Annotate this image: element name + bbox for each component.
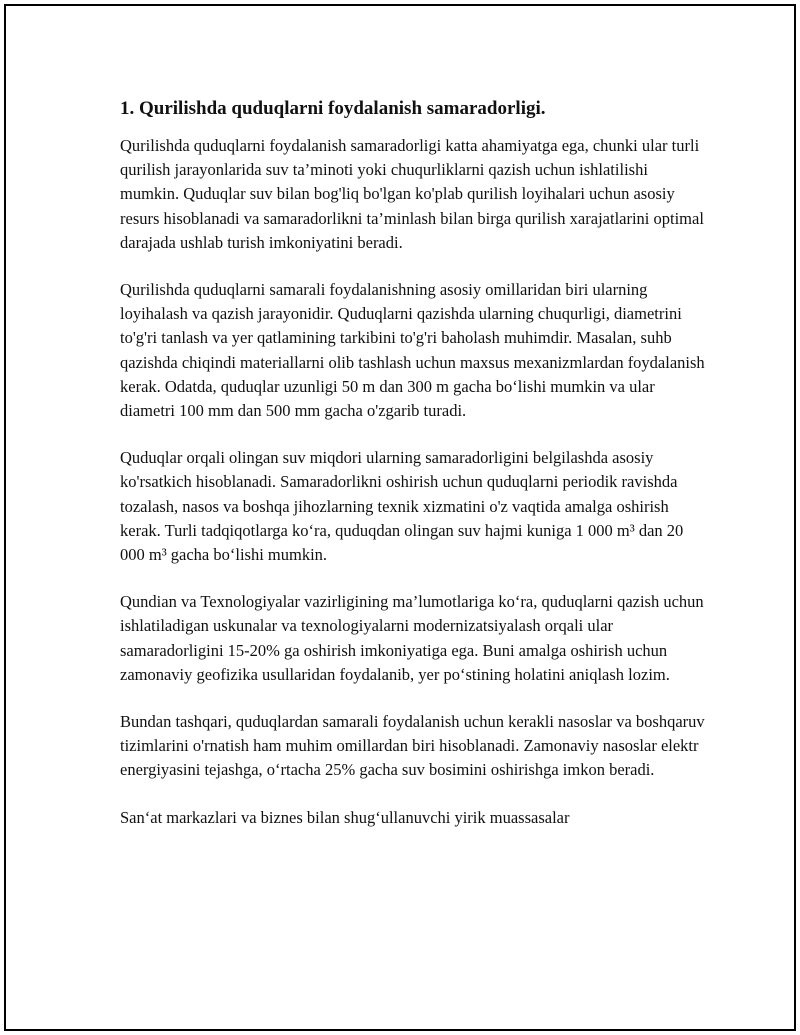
page-frame (4, 4, 796, 1031)
paragraph-3: Quduqlar orqali olingan suv miqdori ularning samaradorligini belgilashda asosiy ko'rsatkich hisoblanadi. Samaradorlikni oshirish uchun quduqlarni periodik ravishda tozalash, nasos va boshqa jihozlarning texnik xizmatini o'z vaqtida amalga oshirish kerak. Turli tadqiqotlarga ko‘ra, quduqdan olingan suv hajmi kuniga 1 000 m³ dan 20 000 m³ gacha bo‘lishi mumkin. (120, 448, 684, 565)
paragraph-6: San‘at markazlari va biznes bilan shug‘ullanuvchi yirik muassasalar (120, 807, 570, 827)
paragraph-4: Qundian va Texnologiyalar vazirligining ma’lumotlariga ko‘ra, quduqlarni qazish uchun ishlatiladigan uskunalar va texnologiyalarni modernizatsiyalash orqali ular samaradorligini 15-20% ga oshirish imkoniyatiga ega. Buni amalga oshirish uchun zamonaviy geofizika usullaridan foydalanib, yer po‘stining holatini aniqlash lozim. (120, 592, 704, 684)
paragraph-2: Qurilishda quduqlarni samarali foydalanishning asosiy omillaridan biri ularning loyihalash va qazish jarayonidir. Quduqlarni qazishda ularning chuqurligi, diametrini to'g'ri tanlash va yer qatlamining tarkibini to'g'ri baholash muhimdir. Masalan, suhb qazishda chiqindi materiallarni olib tashlash uchun maxsus mexanizmlardan foydalanish kerak. Odatda, quduqlar uzunligi 50 m dan 300 m gacha bo‘lishi mumkin va ular diametri 100 mm dan 500 mm gacha o'zgarib turadi. (120, 280, 705, 421)
paragraph-1: Qurilishda quduqlarni foydalanish samaradorligi katta ahamiyatga ega, chunki ular turli qurilish jarayonlarida suv ta’minoti yoki chuqurliklarni qazish uchun ishlatilishi mumkin. Quduqlar suv bilan bog'liq bo'lgan ko'plab qurilish loyihalari uchun asosiy resurs hisoblanadi va samaradorlikni ta’minlash bilan birga qurilish xarajatlarini optimal darajada ushlab turish imkoniyatini beradi. (120, 136, 704, 252)
paragraph-5: Bundan tashqari, quduqlardan samarali foydalanish uchun kerakli nasoslar va boshqaruv tizimlarini o'rnatish ham muhim omillardan biri hisoblanadi. Zamonaviy nasoslar elektr energiyasini tejashga, o‘rtacha 25% gacha suv bosimini oshirishga imkon beradi. (120, 712, 705, 780)
section-heading: 1. Qurilishda quduqlarni foydalanish samaradorligi. (120, 98, 546, 119)
document-body (120, 96, 710, 853)
